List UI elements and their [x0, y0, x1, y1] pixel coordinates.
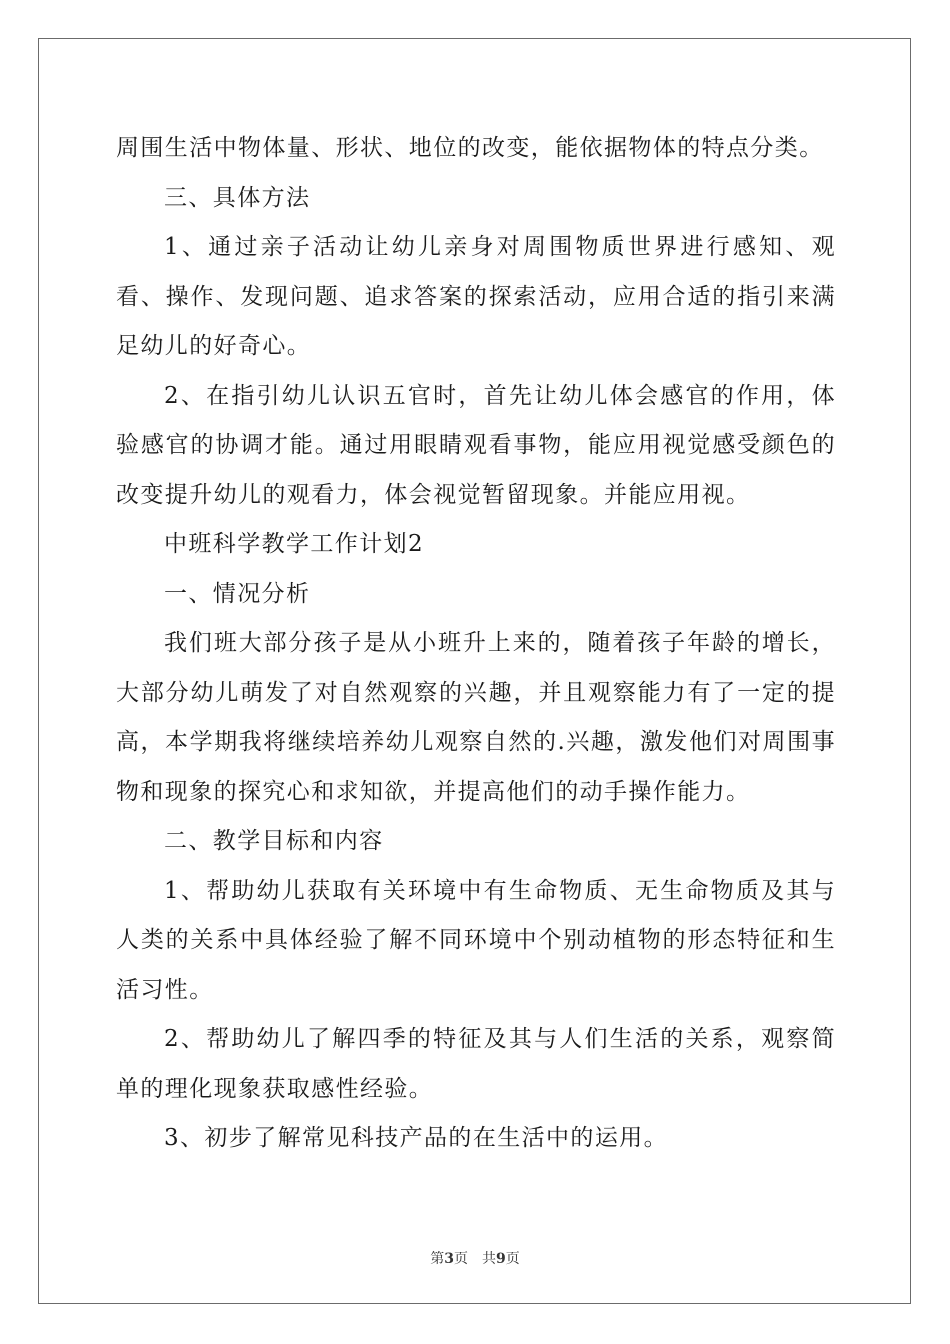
paragraph: 周围生活中物体量、形状、地位的改变，能依据物体的特点分类。 — [116, 135, 824, 161]
section-heading: 一、情况分析 — [164, 580, 311, 607]
paragraph: 1、帮助幼儿获取有关环境中有生命物质、无生命物质及其与人类的关系中具体经验了解不同环境中个别动植物的形态特征和生活习性。 — [116, 877, 836, 1003]
total-prefix: 共 — [482, 1251, 496, 1267]
paragraph: 我们班大部分孩子是从小班升上来的，随着孩子年龄的增长，大部分幼儿萌发了对自然观察的兴趣，并且观察能力有了一定的提高，本学期我将继续培养幼儿观察自然的.兴趣，激发他们对周围事物和现象的探究心和求知欲，并提高他们的动手操作能力。 — [116, 630, 836, 805]
page-footer — [0, 1248, 950, 1268]
total-suffix: 页 — [505, 1251, 520, 1267]
section-heading: 三、具体方法 — [164, 184, 311, 211]
document-title: 中班科学教学工作计划2 — [164, 531, 425, 557]
paragraph: 1、通过亲子活动让幼儿亲身对周围物质世界进行感知、观看、操作、发现问题、追求答案的探索活动，应用合适的指引来满足幼儿的好奇心。 — [116, 234, 836, 359]
section-heading: 二、教学目标和内容 — [164, 828, 384, 854]
page-number: 3 — [444, 1251, 454, 1267]
page-suffix: 页 — [454, 1251, 468, 1267]
paragraph: 3、初步了解常见科技产品的在生活中的运用。 — [164, 1125, 669, 1151]
page-prefix: 第 — [430, 1251, 445, 1267]
paragraph: 2、帮助幼儿了解四季的特征及其与人们生活的关系，观察简单的理化现象获取感性经验。 — [116, 1026, 836, 1102]
page-total: 9 — [496, 1251, 506, 1267]
document-body — [116, 124, 836, 1164]
paragraph: 2、在指引幼儿认识五官时，首先让幼儿体会感官的作用，体验感官的协调才能。通过用眼睛观看事物，能应用视觉感受颜色的改变提升幼儿的观看力，体会视觉暂留现象。并能应用视。 — [116, 382, 836, 508]
